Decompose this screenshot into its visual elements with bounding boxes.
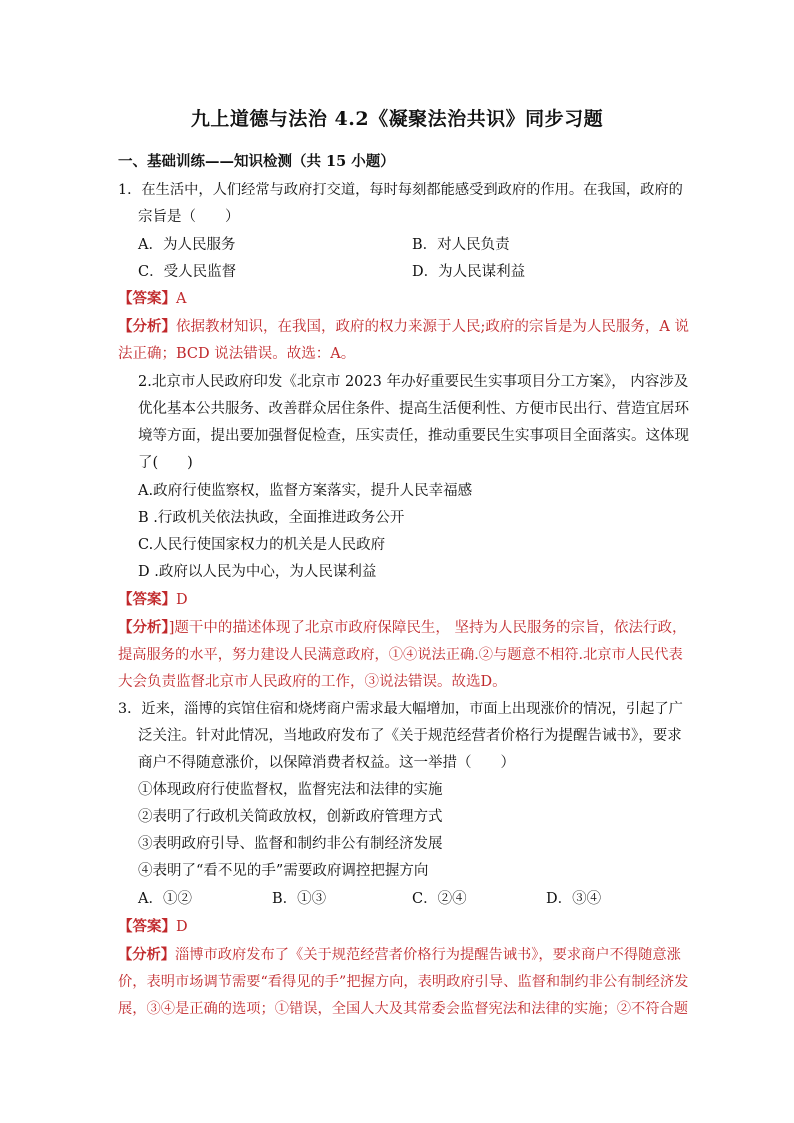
q1-option-c: C．受人民监督 [138, 264, 237, 280]
q2-option-d: D .政府以人民为中心，为人民谋利益 [138, 564, 377, 580]
q3-analysis-line1 [118, 945, 681, 965]
q3-item-1: ①体现政府行使监督权，监督宪法和法律的实施 [138, 782, 443, 798]
analysis-label: 【分析】 [118, 619, 169, 636]
q3-option-d: D．③④ [546, 891, 602, 907]
q1-analysis-line2: 法正确；BCD 说法错误。故选：A。 [118, 346, 356, 362]
q2-stem-line1: 2.北京市人民政府印发《北京市 2023 年办好重要民生实事项目分工方案》， 内容涉及 [138, 374, 689, 390]
analysis-text: ]题干中的描述体现了北京市政府保障民生， 坚持为人民服务的宗旨，依法行政， [168, 620, 687, 636]
q2-answer [118, 590, 188, 610]
section-heading: 一、基础训练——知识检测（共 15 小题） [118, 153, 395, 170]
answer-value: D [176, 919, 188, 935]
q2-stem-line3: 境等方面，提出要加强督促检查，压实责任，推动重要民生实事项目全面落实。这体现 [138, 428, 689, 444]
q3-stem-line2: 泛关注。针对此情况，当地政府发布了《关于规范经营者价格行为提醒告诫书》，要求 [138, 728, 682, 744]
q3-analysis-line3: 展，③④是正确的选项；①错误，全国人大及其常委会监督宪法和法律的实施；②不符合题 [118, 1001, 689, 1017]
q2-option-a: A.政府行使监察权，监督方案落实，提升人民幸福感 [138, 483, 473, 499]
q3-item-2: ②表明了行政机关简政放权，创新政府管理方式 [138, 809, 443, 825]
q1-answer [118, 289, 186, 309]
page-title: 九上道德与法治 4.2《凝聚法治共识》同步习题 [190, 108, 604, 130]
q1-option-d: D．为人民谋利益 [412, 264, 526, 280]
q2-stem-line4: 了( ) [138, 455, 193, 471]
q3-stem-line3: 商户不得随意涨价，以保障消费者权益。这一举措（ ） [138, 755, 515, 771]
q3-stem-line1: 3．近来，淄博的宾馆住宿和烧烤商户需求最大幅增加，市面上出现涨价的情况，引起了广 [118, 701, 683, 717]
answer-label: 【答案】 [118, 290, 176, 307]
q1-option-a: A．为人民服务 [138, 237, 236, 253]
analysis-text: 淄博市政府发布了《关于规范经营者价格行为提醒告诫书》，要求商户不得随意涨 [175, 947, 681, 963]
q1-option-b: B．对人民负责 [412, 237, 510, 253]
q2-analysis-line1 [118, 618, 687, 638]
q2-analysis-line2: 提高服务的水平，努力建设人民满意政府，①④说法正确.②与题意不相符.北京市人民代表 [118, 647, 683, 663]
answer-label: 【答案】 [118, 591, 176, 608]
q3-option-c: C．②④ [412, 891, 467, 907]
q2-option-b: B .行政机关依法执政，全面推进政务公开 [138, 510, 405, 526]
answer-value: A [176, 291, 187, 307]
q1-analysis-line1 [118, 317, 689, 337]
q1-stem-line1: 1．在生活中，人们经常与政府打交道，每时每刻都能感受到政府的作用。在我国，政府的 [118, 182, 683, 198]
answer-value: D [176, 592, 188, 608]
q3-analysis-line2: 价，表明市场调节需要“看得见的手”把握方向，表明政府引导、监督和制约非公有制经济发 [118, 974, 689, 990]
q1-stem-line2: 宗旨是（ ） [138, 209, 240, 225]
q3-option-b: B．①③ [272, 891, 327, 907]
q3-answer [118, 917, 188, 937]
q3-item-3: ③表明政府引导、监督和制约非公有制经济发展 [138, 836, 443, 852]
analysis-label: 【分析】 [118, 318, 176, 335]
q3-option-a: A．①② [138, 891, 192, 907]
analysis-label: 【分析】 [118, 947, 176, 963]
analysis-text: 依据教材知识，在我国，政府的权力来源于人民;政府的宗旨是为人民服务，A 说 [176, 319, 689, 335]
q3-item-4: ④表明了“看不见的手”需要政府调控把握方向 [138, 863, 429, 879]
q2-stem-line2: 优化基本公共服务、改善群众居住条件、提高生活便利性、方便市民出行、营造宜居环 [138, 401, 689, 417]
q2-option-c: C.人民行使国家权力的机关是人民政府 [138, 537, 386, 553]
q2-analysis-line3: 大会负责监督北京市人民政府的工作，③说法错误。故选D。 [118, 674, 507, 690]
answer-label: 【答案】 [118, 918, 176, 935]
